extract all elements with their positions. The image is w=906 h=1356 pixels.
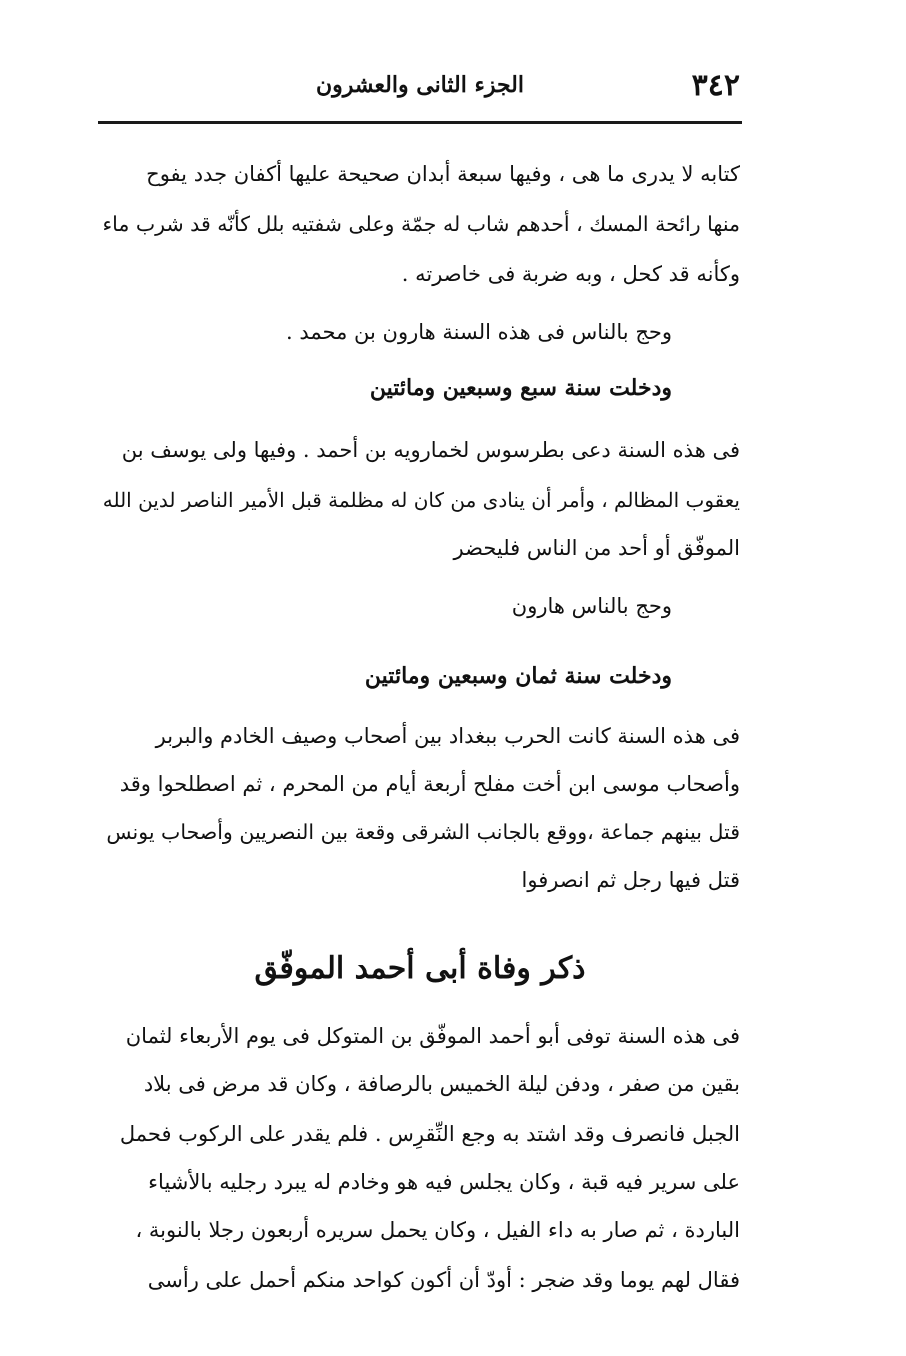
header-rule [98, 121, 742, 124]
text-line: الباردة ، ثم صار به داء الفيل ، وكان يحمل سريره أربعون رجلا بالنوبة ، [135, 1218, 740, 1242]
year-heading: ودخلت سنة ثمان وسبعين ومائتين [364, 663, 672, 689]
text-line: قتل فيها رجل ثم انصرفوا [521, 868, 740, 892]
hajj-note: وحج بالناس هارون [511, 594, 672, 618]
page-header [100, 64, 740, 108]
page-number: ٣٤٢ [691, 68, 740, 103]
text-line: الجبل فانصرف وقد اشتد به وجع النِّقرِس . فلم يقدر على الركوب فحمل [119, 1122, 740, 1146]
text-line: فقال لهم يوما وقد ضجر : أودّ أن أكون كواحد منكم أحمل على رأسى [147, 1268, 740, 1292]
text-line: وكأنه قد كحل ، وبه ضربة فى خاصرته . [401, 262, 740, 286]
text-line: وأصحاب موسى ابن أخت مفلح أربعة أيام من المحرم ، ثم اصطلحوا وقد [119, 772, 740, 796]
text-line: فى هذه السنة توفى أبو أحمد الموفّق بن المتوكل فى يوم الأربعاء لثمان [125, 1024, 740, 1048]
hajj-note: وحج بالناس فى هذه السنة هارون بن محمد . [286, 320, 672, 344]
section-title: ذكر وفاة أبى أحمد الموفّق [254, 951, 586, 986]
text-line: الموفّق أو أحد من الناس فليحضر [453, 536, 740, 560]
text-line: قتل بينهم جماعة ،ووقع بالجانب الشرقى وقعة بين النصريين وأصحاب يونس [106, 820, 740, 844]
text-line: منها رائحة المسك ، أحدهم شاب له جمّة وعلى شفتيه بلل كأنّه قد شرب ماء [102, 212, 740, 236]
text-line: فى هذه السنة دعى بطرسوس لخمارويه بن أحمد . وفيها ولى يوسف بن [121, 438, 740, 462]
text-line: على سرير فيه قبة ، وكان يجلس فيه هو وخادم له يبرد رجليه بالأشياء [148, 1170, 740, 1194]
running-title: الجزء الثانى والعشرون [315, 72, 525, 98]
text-line: بقين من صفر ، ودفن ليلة الخميس بالرصافة ، وكان قد مرض فى بلاد [143, 1072, 740, 1096]
year-heading: ودخلت سنة سبع وسبعين ومائتين [369, 375, 672, 401]
text-line: كتابه لا يدرى ما هى ، وفيها سبعة أبدان صحيحة عليها أكفان جدد يفوح [146, 162, 740, 186]
text-line: فى هذه السنة كانت الحرب ببغداد بين أصحاب وصيف الخادم والبربر [155, 724, 740, 748]
text-line: يعقوب المظالم ، وأمر أن ينادى من كان له مظلمة قبل الأمير الناصر لدين الله [102, 488, 740, 512]
